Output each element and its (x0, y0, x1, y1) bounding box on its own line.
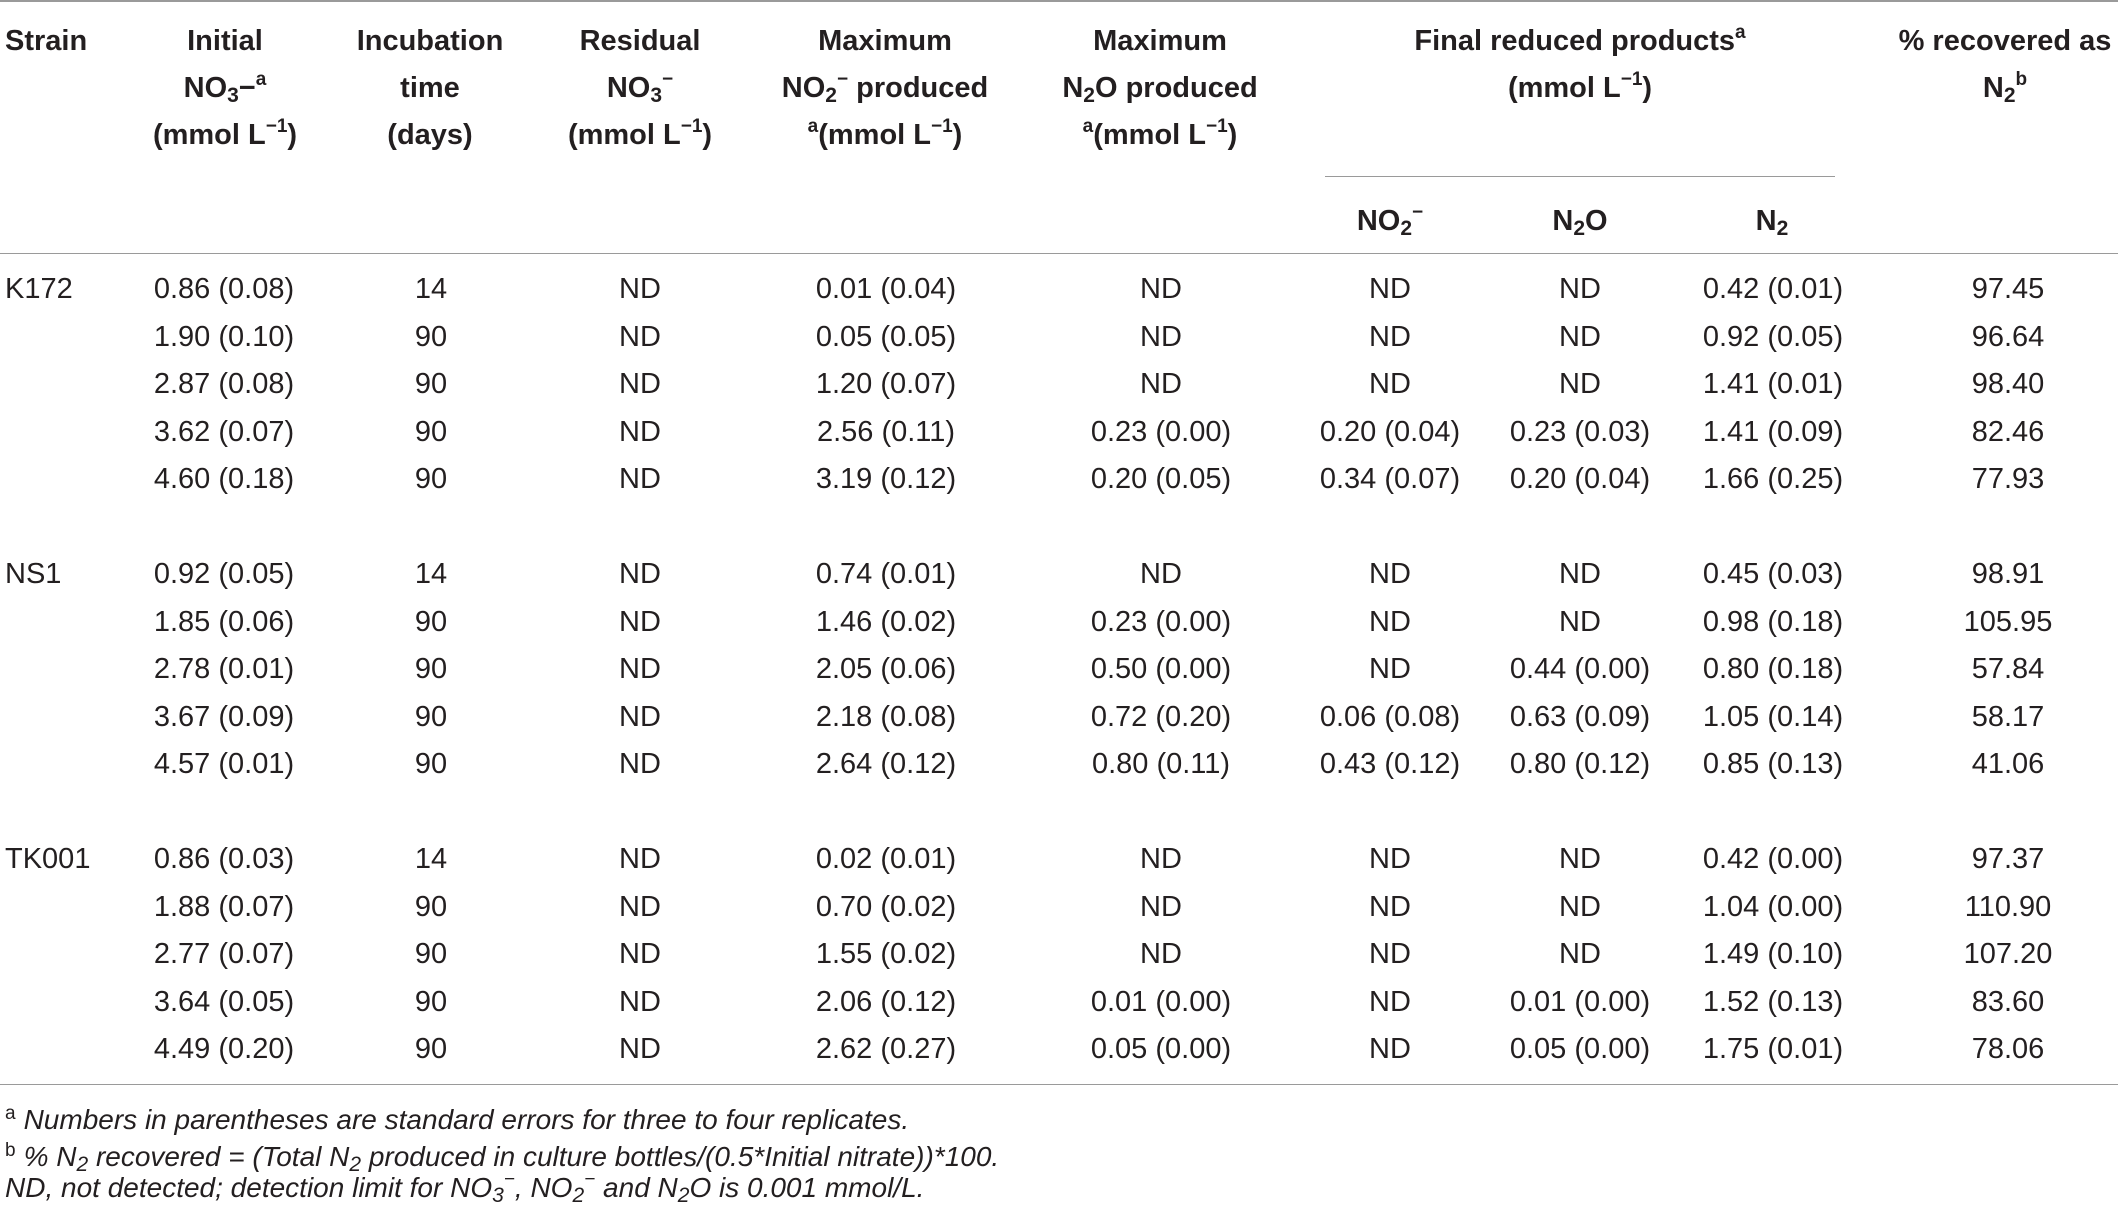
table-cell: 1.88 (0.07) (153, 890, 295, 923)
subheader-n2o: $N_2O$ (1552, 205, 1608, 240)
table-cell: ND (1140, 890, 1182, 923)
final-products-underline (1325, 176, 1835, 177)
table-cell: ND (1369, 605, 1411, 638)
table-cell: 1.66 (0.25) (1702, 463, 1844, 495)
table-cell: 0.80 (0.18) (1702, 653, 1844, 685)
table-cell: ND (1369, 320, 1411, 353)
table-cell: 2.05 (0.06) (815, 653, 957, 685)
footnote-a: $^a$ Numbers in parentheses are standard errors for three to four replicates. (5, 1103, 910, 1135)
header-final-products: Final reduced products$^a$ (mmol $L^{-1}$) (1414, 22, 1746, 104)
table-cell: ND (1140, 558, 1182, 590)
table-cell: 0.92 (0.05) (153, 558, 295, 590)
table-cell: ND (1369, 985, 1411, 1018)
table-cell: 90 (414, 653, 448, 685)
header-rule (0, 253, 2118, 254)
table-cell: ND (1559, 890, 1601, 923)
header-recovered-n2: % recovered as $N_2^b$ (1898, 25, 2112, 107)
table-cell: ND (1559, 938, 1601, 970)
table-cell: 2.06 (0.12) (815, 985, 957, 1018)
table-cell: 82.46 (1971, 415, 2045, 448)
table-cell: 90 (414, 748, 448, 780)
table-cell: 0.85 (0.13) (1702, 748, 1844, 780)
header-residual-no3: Residual $NO_3^-$ (mmol $L^{-1}$) (567, 25, 713, 151)
table-cell: 0.34 (0.07) (1319, 463, 1461, 495)
table-cell: 0.20 (0.05) (1090, 463, 1232, 495)
table-cell: 90 (414, 890, 448, 923)
table-cell: 0.45 (0.03) (1702, 558, 1844, 590)
subheader-no2: $NO_2^-$ (1356, 202, 1424, 240)
table-cell: 0.63 (0.09) (1509, 700, 1651, 733)
table-cell: 97.45 (1971, 273, 2045, 305)
table-cell: 3.62 (0.07) (153, 415, 295, 448)
table-cell: 83.60 (1971, 985, 2045, 1018)
table-cell: ND (619, 605, 661, 638)
header-max-no2: Maximum $NO_2^-$ produced $^a$(mmol $L^{-1}$) (781, 25, 989, 151)
table-cell: 0.74 (0.01) (815, 558, 957, 590)
table-cell: ND (1369, 653, 1411, 685)
table-cell: 78.06 (1971, 1033, 2045, 1065)
table-cell: 0.20 (0.04) (1509, 463, 1651, 495)
table-cell: 4.60 (0.18) (153, 463, 295, 495)
table-cell: 1.05 (0.14) (1702, 700, 1844, 733)
table-cell: 0.23 (0.00) (1090, 415, 1232, 448)
table-cell: 0.05 (0.00) (1509, 1033, 1651, 1065)
table-cell: ND (619, 890, 661, 923)
table-cell: 1.90 (0.10) (153, 320, 295, 353)
table-cell: ND (619, 700, 661, 733)
table-cell: 2.78 (0.01) (153, 653, 295, 685)
table-cell: 3.64 (0.05) (153, 985, 295, 1018)
table-cell: 107.20 (1963, 938, 2053, 970)
table-cell: ND (1369, 890, 1411, 923)
table-cell: ND (619, 843, 661, 875)
strain-label: TK001 (5, 843, 91, 875)
table-cell: 1.52 (0.13) (1702, 985, 1844, 1018)
table-cell: ND (619, 558, 661, 590)
table-cell: ND (619, 748, 661, 780)
table-cell: 90 (414, 938, 448, 970)
table-cell: ND (1559, 368, 1601, 400)
table-cell: ND (619, 273, 661, 305)
table-cell: ND (1140, 843, 1182, 875)
bottom-rule (0, 1084, 2118, 1085)
table-cell: 90 (414, 985, 448, 1018)
table-cell: 98.40 (1971, 368, 2045, 400)
table-cell: 0.50 (0.00) (1090, 653, 1232, 685)
table-cell: ND (1140, 320, 1182, 353)
table-cell: 0.01 (0.04) (815, 273, 957, 305)
table-cell: ND (1559, 605, 1601, 638)
table-cell: 2.56 (0.11) (816, 415, 956, 448)
table-cell: 0.06 (0.08) (1319, 700, 1461, 733)
table-cell: ND (1369, 938, 1411, 970)
table-cell: 1.41 (0.01) (1702, 368, 1844, 400)
table-cell: 4.49 (0.20) (153, 1033, 295, 1065)
strain-label: K172 (5, 273, 73, 305)
table-cell: 1.46 (0.02) (815, 605, 957, 638)
table-cell: ND (619, 320, 661, 353)
table-cell: ND (619, 985, 661, 1018)
table-cell: 0.98 (0.18) (1702, 605, 1844, 638)
table-cell: 0.86 (0.03) (153, 843, 295, 875)
table-cell: 105.95 (1963, 605, 2053, 638)
table-cell: 0.23 (0.00) (1090, 605, 1232, 638)
footnote-nd: ND, not detected; detection limit for $NO_3^-$, $NO_2^-$ and $N_2O$ is 0.001 mmol/L. (5, 1169, 925, 1207)
table-cell: 2.77 (0.07) (153, 938, 295, 970)
table-cell: 0.02 (0.01) (815, 843, 957, 875)
table-cell: ND (1559, 273, 1601, 305)
table-cell: ND (1369, 843, 1411, 875)
table-cell: 1.41 (0.09) (1702, 415, 1844, 448)
table-cell: ND (1369, 1033, 1411, 1065)
table-cell: 1.49 (0.10) (1702, 938, 1844, 970)
table-cell: 1.55 (0.02) (815, 938, 957, 970)
table-cell: 57.84 (1971, 653, 2045, 685)
table-cell: 90 (414, 463, 448, 495)
table-cell: 98.91 (1971, 558, 2045, 590)
table-cell: ND (1369, 368, 1411, 400)
table-cell: 2.64 (0.12) (815, 748, 957, 780)
table-cell: 1.04 (0.00) (1702, 890, 1844, 923)
table-cell: 0.23 (0.03) (1509, 415, 1651, 448)
table-cell: 2.87 (0.08) (153, 368, 295, 400)
table-cell: 3.19 (0.12) (815, 463, 957, 495)
table-cell: 3.67 (0.09) (153, 700, 295, 733)
table-cell: 0.92 (0.05) (1702, 320, 1844, 353)
header-max-n2o: Maximum $N_2O$ produced $^a$(mmol $L^{-1}$) (1062, 25, 1258, 151)
table-cell: 90 (414, 368, 448, 400)
table-cell: 0.20 (0.04) (1319, 415, 1461, 448)
table-cell: 1.20 (0.07) (815, 368, 957, 400)
table-cell: 14 (414, 273, 448, 305)
table-cell: 96.64 (1971, 320, 2045, 353)
table-cell: ND (1559, 843, 1601, 875)
table-cell: 0.80 (0.12) (1509, 748, 1651, 780)
table-cell: 0.80 (0.11) (1091, 748, 1231, 780)
footnote-b: $^b$ % $N_2$ recovered = (Total $N_2$ produced in culture bottles/(0.5*Initial nitrate))*100. (5, 1140, 1000, 1176)
table-cell: 4.57 (0.01) (153, 748, 295, 780)
table-cell: ND (1140, 368, 1182, 400)
table-cell: 0.43 (0.12) (1319, 748, 1461, 780)
subheader-n2: $N_2$ (1755, 205, 1789, 240)
table-cell: ND (1559, 558, 1601, 590)
table-cell: 0.05 (0.05) (815, 320, 957, 353)
table-cell: 0.42 (0.00) (1702, 843, 1844, 875)
table-cell: 0.05 (0.00) (1090, 1033, 1232, 1065)
table-cell: 0.70 (0.02) (815, 890, 957, 923)
table-cell: ND (619, 463, 661, 495)
table-cell: 0.01 (0.00) (1090, 985, 1232, 1018)
table-cell: 0.72 (0.20) (1090, 700, 1232, 733)
table-cell: ND (1140, 938, 1182, 970)
table-cell: 58.17 (1971, 700, 2045, 733)
top-rule (0, 0, 2118, 2)
strain-label: NS1 (5, 558, 62, 590)
table-cell: ND (619, 368, 661, 400)
table-cell: 90 (414, 700, 448, 733)
table-cell: ND (1369, 273, 1411, 305)
table-cell: ND (1369, 558, 1411, 590)
table-cell: 0.44 (0.00) (1509, 653, 1651, 685)
table-cell: 2.18 (0.08) (815, 700, 957, 733)
table-cell: 1.75 (0.01) (1702, 1033, 1844, 1065)
table-cell: 90 (414, 1033, 448, 1065)
table-cell: 90 (414, 605, 448, 638)
table-cell: ND (619, 938, 661, 970)
table-cell: 90 (414, 320, 448, 353)
table-cell: 97.37 (1971, 843, 2045, 875)
table-cell: 90 (414, 415, 448, 448)
table-cell: 77.93 (1971, 463, 2045, 495)
table-cell: ND (1559, 320, 1601, 353)
table-cell: 41.06 (1971, 748, 2045, 780)
table-cell: ND (619, 415, 661, 448)
table-cell: 2.62 (0.27) (815, 1033, 957, 1065)
table-cell: 110.90 (1964, 890, 2052, 923)
table-cell: 14 (414, 843, 448, 875)
header-initial-no3: Initial $NO_3-^a$ (mmol $L^{-1}$) (152, 25, 298, 151)
table-cell: ND (619, 653, 661, 685)
table-cell: 0.42 (0.01) (1702, 273, 1844, 305)
table-cell: 0.86 (0.08) (153, 273, 295, 305)
header-strain: Strain (5, 25, 88, 57)
header-incubation-time: Incubation time (days) (356, 25, 504, 151)
table-cell: ND (1140, 273, 1182, 305)
table-cell: ND (619, 1033, 661, 1065)
table-cell: 0.01 (0.00) (1509, 985, 1651, 1018)
table-cell: 1.85 (0.06) (153, 605, 295, 638)
table-cell: 14 (414, 558, 448, 590)
